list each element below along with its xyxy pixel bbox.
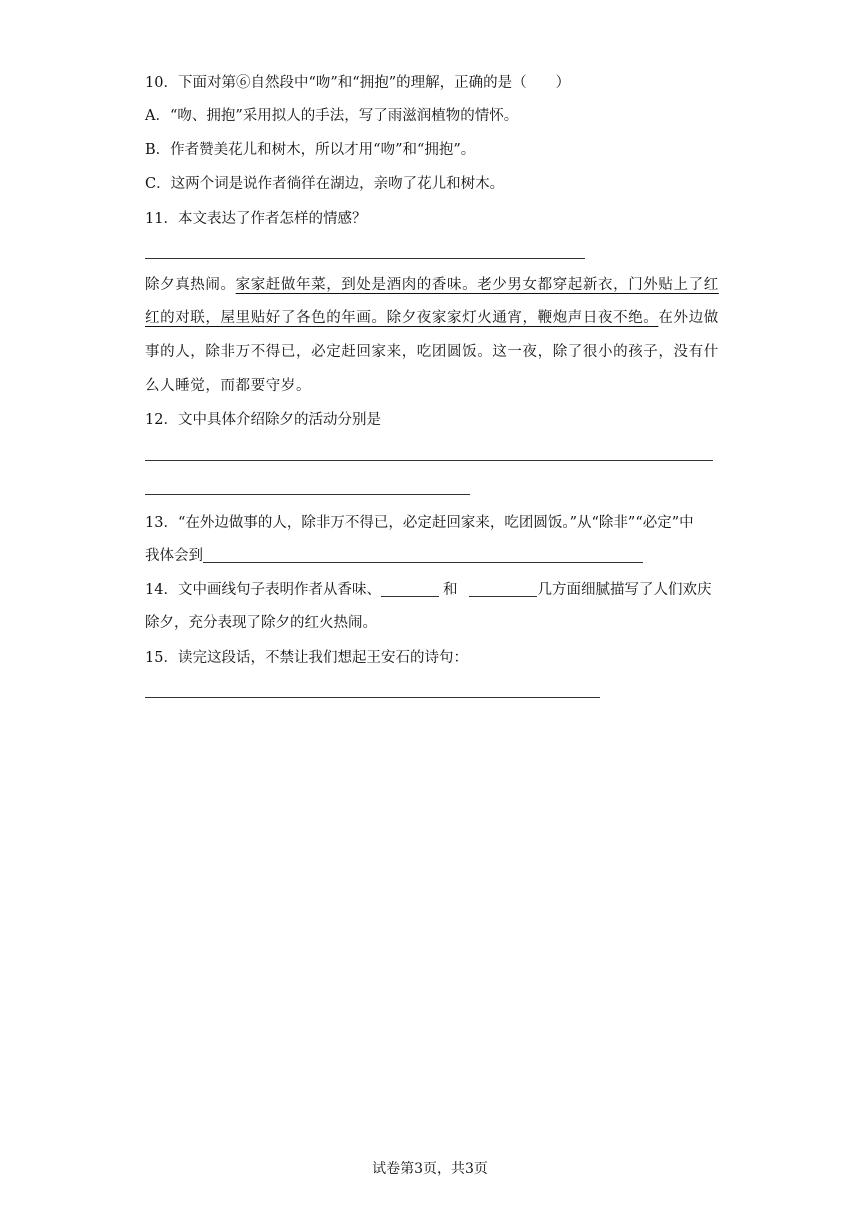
q14-blank-1[interactable] bbox=[381, 582, 439, 597]
passage-line-1-start: 除夕真热闹。 bbox=[145, 277, 236, 293]
passage-line-2-end: 在外边做 bbox=[658, 310, 719, 326]
passage-line-4: 么人睡觉，而都要守岁。 bbox=[145, 378, 312, 394]
q10-option-a: A．“吻、拥抱”采用拟人的手法，写了雨滋润植物的情怀。 bbox=[145, 108, 519, 124]
passage-line-2 bbox=[145, 308, 719, 328]
q10-option-c: C．这两个词是说作者徜徉在湖边，亲吻了花儿和树木。 bbox=[145, 176, 505, 192]
q13-stem-line-1: 13．“在外边做事的人，除非万不得已，必定赶回家来，吃团圆饭。”从“除非”“必定”中 bbox=[145, 515, 694, 531]
q13-stem-line-2 bbox=[145, 546, 643, 566]
page-footer: 试卷第3页，共3页 bbox=[372, 1161, 488, 1177]
q14-text-part-1: 14．文中画线句子表明作者从香味、 bbox=[145, 582, 381, 598]
q12-answer-line-1[interactable] bbox=[145, 460, 713, 461]
passage-underlined-sentence-1: 家家赶做年菜，到处是酒肉的香味。老少男女都穿起新衣，门外贴上了红 bbox=[235, 277, 719, 293]
q10-option-b: B．作者赞美花儿和树木，所以才用“吻”和“拥抱”。 bbox=[145, 142, 476, 158]
q15-stem: 15．读完这段话，不禁让我们想起王安石的诗句： bbox=[145, 650, 468, 666]
passage-line-3: 事的人，除非万不得已，必定赶回家来，吃团圆饭。这一夜，除了很小的孩子，没有什 bbox=[145, 344, 719, 360]
q14-text-part-3: 几方面细腻描写了人们欢庆 bbox=[537, 582, 712, 598]
passage-line-1 bbox=[145, 275, 719, 295]
q14-blank-2[interactable] bbox=[469, 582, 537, 597]
passage-underlined-sentence-2: 红的对联，屋里贴好了各色的年画。除夕夜家家灯火通宵，鞭炮声日夜不绝。 bbox=[145, 310, 659, 326]
q12-answer-line-2[interactable] bbox=[145, 494, 470, 495]
q14-text-part-2: 和 bbox=[442, 582, 458, 598]
q13-answer-blank[interactable] bbox=[203, 548, 643, 563]
q14-stem-line-1 bbox=[145, 580, 711, 600]
q10-stem: 10．下面对第⑥自然段中“吻”和“拥抱”的理解，正确的是（ ） bbox=[145, 75, 571, 91]
q14-stem-line-2: 除夕，充分表现了除夕的红火热闹。 bbox=[145, 615, 377, 631]
q11-stem: 11．本文表达了作者怎样的情感？ bbox=[145, 211, 367, 227]
q11-answer-line[interactable] bbox=[145, 258, 585, 259]
q12-stem: 12．文中具体介绍除夕的活动分别是 bbox=[145, 412, 381, 428]
q15-answer-line[interactable] bbox=[145, 697, 600, 698]
q13-stem-line-2-text: 我体会到 bbox=[145, 548, 203, 564]
